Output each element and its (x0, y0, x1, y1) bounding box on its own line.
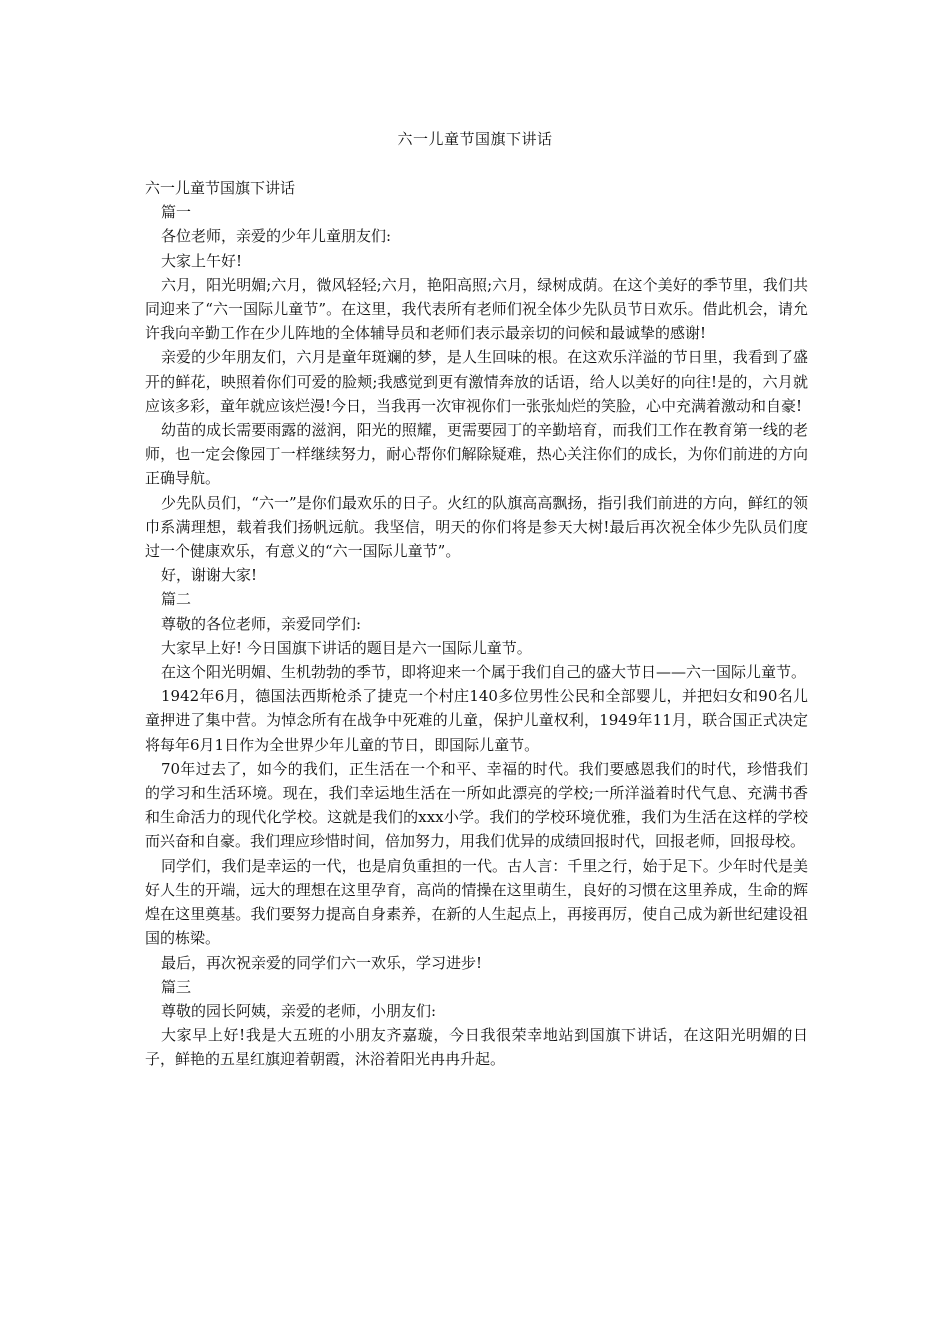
paragraph: 大家早上好! 今日国旗下讲话的题目是六一国际儿童节。 (161, 638, 532, 657)
paragraph: 亲爱的少年朋友们，六月是童年斑斓的梦，是人生回味的根。在这欢乐洋溢的节日里，我看到了盛开的鲜花，映照着你们可爱的脸颊;我感觉到更有激情奔放的话语，给人以美好的向往!是的，六月就应该多彩，童年就应该烂漫!今日，当我再一次审视你们一张张灿烂的笑脸，心中充满着激动和自豪! (145, 348, 808, 415)
document-body (145, 176, 808, 1072)
paragraph: 六月，阳光明媚;六月，微风轻轻;六月，艳阳高照;六月，绿树成荫。在这个美好的季节里，我们共同迎来了“六一国际儿童节”。在这里，我代表所有老师们祝全体少先队员节日欢乐。借此机会，请允许我向辛勤工作在少儿阵地的全体辅导员和老师们表示最亲切的问候和最诚挚的感谢! (145, 275, 808, 343)
paragraph: 在这个阳光明媚、生机勃勃的季节，即将迎来一个属于我们自己的盛大节日——六一国际儿童节。 (161, 663, 807, 682)
paragraph: 同学们，我们是幸运的一代，也是肩负重担的一代。古人言：千里之行，始于足下。少年时代是美好人生的开端，远大的理想在这里孕育，高尚的情操在这里萌生，良好的习惯在这里养成，生命的辉煌在这里奠基。我们要努力提高自身素养，在新的人生起点上，再接再厉，使自己成为新世纪建设祖国的栋梁。 (145, 856, 808, 948)
paragraph: 篇三 (161, 977, 192, 996)
paragraph: 70年过去了，如今的我们，正生活在一个和平、幸福的时代。我们要感恩我们的时代，珍惜我们的学习和生活环境。现在，我们幸运地生活在一所如此漂亮的学校;一所洋溢着时代气息、充满书香和生命活力的现代化学校。这就是我们的xxx小学。我们的学校环境优雅，我们为生活在这样的学校而兴奋和自豪。我们理应珍惜时间，倍加努力，用我们优异的成绩回报时代，回报老师，回报母校。 (145, 759, 808, 851)
paragraph: 六一儿童节国旗下讲话 (145, 179, 296, 197)
paragraph: 大家上午好! (161, 251, 243, 270)
paragraph: 1942年6月，德国法西斯枪杀了捷克一个村庄140多位男性公民和全部婴儿，并把妇女和90名儿童押进了集中营。为悼念所有在战争中死难的儿童，保护儿童权利，1949年11月，联合国正式决定将每年6月1日作为全世界少年儿童的节日，即国际儿童节。 (145, 687, 808, 754)
paragraph: 最后，再次祝亲爱的同学们六一欢乐，学习进步! (161, 953, 483, 972)
document-title: 六一儿童节国旗下讲话 (397, 130, 553, 148)
paragraph: 幼苗的成长需要雨露的滋润，阳光的照耀，更需要园丁的辛勤培育，而我们工作在教育第一线的老师，也一定会像园丁一样继续努力，耐心帮你们解除疑难，热心关注你们的成长，为你们前进的方向正确导航。 (145, 421, 808, 488)
paragraph: 各位老师，亲爱的少年儿童朋友们: (161, 227, 392, 246)
paragraph: 尊敬的园长阿姨，亲爱的老师，小朋友们: (161, 1001, 437, 1020)
paragraph: 尊敬的各位老师，亲爱同学们: (161, 614, 362, 633)
paragraph: 篇二 (161, 590, 192, 609)
paragraph: 大家早上好!我是大五班的小朋友齐嘉璇，今日我很荣幸地站到国旗下讲话，在这阳光明媚的日子，鲜艳的五星红旗迎着朝霞，沐浴着阳光冉冉升起。 (145, 1026, 808, 1069)
paragraph: 少先队员们，“六一”是你们最欢乐的日子。火红的队旗高高飘扬，指引我们前进的方向，鲜红的领巾系满理想，载着我们扬帆远航。我坚信，明天的你们将是参天大树!最后再次祝全体少先队员们度过一个健康欢乐，有意义的“六一国际儿童节”。 (145, 493, 808, 561)
paragraph: 好，谢谢大家! (161, 566, 258, 585)
paragraph: 篇一 (161, 203, 192, 222)
